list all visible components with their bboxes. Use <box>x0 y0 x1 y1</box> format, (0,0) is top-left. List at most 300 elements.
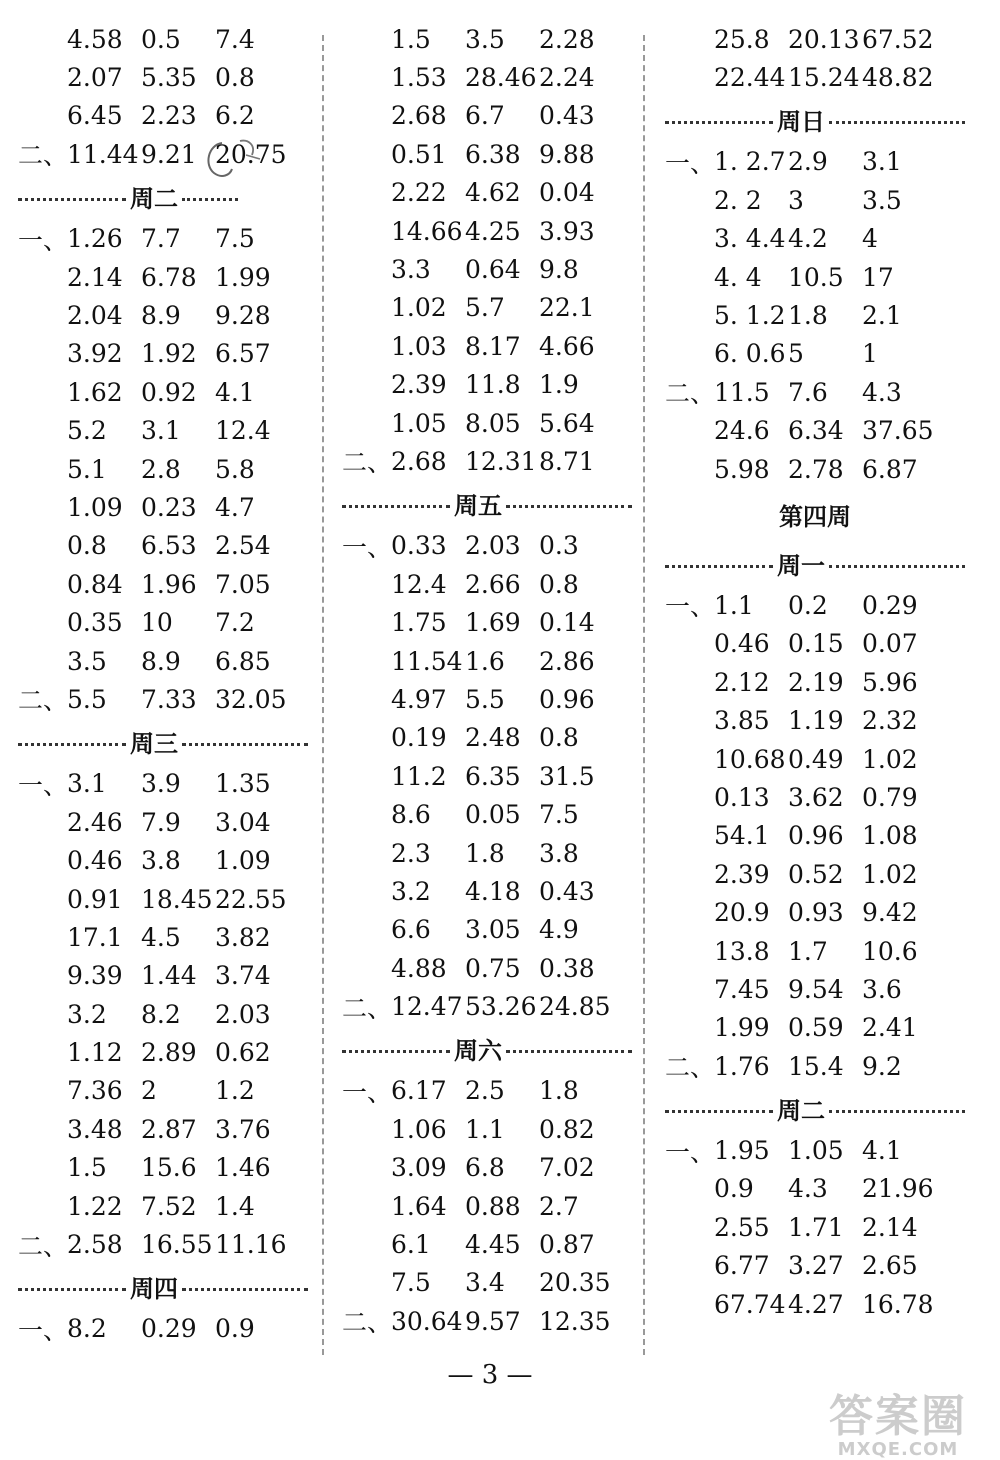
answer-value: 0.14 <box>539 608 595 638</box>
answer-row <box>18 258 308 296</box>
question-number: 一、 <box>665 1137 716 1167</box>
answer-value: 2.22 <box>391 178 447 208</box>
answer-group <box>18 765 308 1264</box>
watermark-domain: MXQE.COM <box>837 1439 959 1460</box>
answer-value: 11.2 <box>391 761 447 791</box>
answer-value: 3.5 <box>465 24 505 54</box>
answer-row <box>342 212 632 250</box>
answer-value: 0.82 <box>539 1114 595 1144</box>
answer-value: 11.16 <box>215 1230 287 1260</box>
answer-value: 1.76 <box>714 1051 770 1081</box>
answer-value: 1.05 <box>788 1136 844 1166</box>
answer-row <box>665 586 965 624</box>
answer-value: 7.2 <box>215 608 255 638</box>
answer-value: 1.4 <box>215 1191 255 1221</box>
answer-value: 6.35 <box>465 761 521 791</box>
answer-value: 4.45 <box>465 1230 521 1260</box>
answer-value: 8.6 <box>391 800 431 830</box>
answer-value: 6.77 <box>714 1251 770 1281</box>
answer-value: 11.54 <box>391 646 463 676</box>
answer-column-1 <box>18 20 308 1348</box>
answer-value: 3. 4.4 <box>714 224 786 254</box>
answer-value: 2.65 <box>862 1251 918 1281</box>
answer-value: 3.04 <box>215 807 271 837</box>
answer-value: 0.64 <box>465 255 521 285</box>
answer-value: 0.96 <box>539 684 595 714</box>
answer-value: 1.44 <box>141 961 197 991</box>
answer-value: 1.22 <box>67 1191 123 1221</box>
answer-value: 1.26 <box>67 224 123 254</box>
question-number: 二、 <box>665 1053 716 1083</box>
answer-value: 5.35 <box>141 63 197 93</box>
answer-value: 4.27 <box>788 1289 844 1319</box>
answer-value: 0.5 <box>141 24 181 54</box>
answer-value: 3.2 <box>391 876 431 906</box>
answer-row <box>665 701 965 739</box>
answer-value: 9.39 <box>67 961 123 991</box>
answer-value: 18.45 <box>141 884 213 914</box>
answer-row <box>18 880 308 918</box>
answer-value: 14.66 <box>391 216 463 246</box>
answer-value: 3.05 <box>465 915 521 945</box>
answer-value: 6.85 <box>215 646 271 676</box>
answer-group <box>665 1131 965 1323</box>
answer-value: 1.03 <box>391 331 447 361</box>
answer-value: 5. 1.2 <box>714 301 786 331</box>
answer-value: 7.05 <box>215 569 271 599</box>
answer-value: 0.3 <box>539 531 579 561</box>
answer-value: 2.14 <box>862 1212 918 1242</box>
answer-row <box>342 135 632 173</box>
answer-value: 1.02 <box>391 293 447 323</box>
answer-value: 3.1 <box>141 416 181 446</box>
answer-row <box>342 680 632 718</box>
answer-row <box>665 1247 965 1285</box>
answer-value: 3.1 <box>67 769 107 799</box>
answer-row <box>342 1110 632 1148</box>
section-header-thursday <box>18 1264 308 1310</box>
question-number: 二、 <box>665 379 716 409</box>
answer-value: 1.2 <box>215 1076 255 1106</box>
answer-row <box>18 450 308 488</box>
answer-value: 1.92 <box>141 339 197 369</box>
answer-value: 5.5 <box>67 684 107 714</box>
answer-value: 0.19 <box>391 723 447 753</box>
answer-value: 2.24 <box>539 63 595 93</box>
answer-value: 1.95 <box>714 1136 770 1166</box>
answer-value: 11.8 <box>465 370 521 400</box>
answer-value: 2.8 <box>141 454 181 484</box>
answer-value: 15.24 <box>788 63 860 93</box>
answer-row <box>342 834 632 872</box>
answer-value: 8.9 <box>141 301 181 331</box>
answer-row <box>342 327 632 365</box>
answer-group <box>665 20 965 97</box>
answer-row <box>665 20 965 58</box>
answer-value: 9.28 <box>215 301 271 331</box>
section-label: 周五 <box>454 492 502 521</box>
answer-row <box>342 442 632 480</box>
answer-row <box>665 893 965 931</box>
answer-value: 1.99 <box>215 262 271 292</box>
site-watermark <box>808 1391 988 1460</box>
answer-value: 20.75 <box>215 139 287 169</box>
answer-value: 9.88 <box>539 139 595 169</box>
answer-group <box>342 1072 632 1341</box>
answer-value: 0.79 <box>862 782 918 812</box>
answer-value: 2.39 <box>391 370 447 400</box>
answer-row <box>18 1033 308 1071</box>
answer-row <box>665 817 965 855</box>
answer-value: 22.44 <box>714 63 786 93</box>
question-number: 二、 <box>18 141 69 171</box>
answer-row <box>18 803 308 841</box>
answer-value: 24.85 <box>539 992 611 1022</box>
answer-value: 17.1 <box>67 922 123 952</box>
answer-value: 6.57 <box>215 339 271 369</box>
answer-value: 12.35 <box>539 1306 611 1336</box>
answer-value: 20.13 <box>788 24 860 54</box>
answer-value: 3.4 <box>465 1268 505 1298</box>
answer-row <box>342 1187 632 1225</box>
answer-value: 12.4 <box>391 569 447 599</box>
answer-row <box>342 1225 632 1263</box>
answer-row <box>665 181 965 219</box>
answer-value: 9.57 <box>465 1306 521 1336</box>
answer-value: 17 <box>862 262 894 292</box>
answer-value: 2.07 <box>67 63 123 93</box>
section-label: 周三 <box>130 730 178 759</box>
question-number: 二、 <box>342 448 393 478</box>
answer-value: 1.8 <box>539 1076 579 1106</box>
answer-group <box>18 1310 308 1348</box>
question-number: 一、 <box>342 1077 393 1107</box>
answer-row <box>18 918 308 956</box>
answer-value: 4.3 <box>862 377 902 407</box>
answer-value: 4 <box>862 224 878 254</box>
answer-row <box>18 488 308 526</box>
answer-value: 9.54 <box>788 974 844 1004</box>
answer-value: 6.87 <box>862 454 918 484</box>
answer-value: 53.26 <box>465 992 537 1022</box>
section-label: 周一 <box>777 551 825 580</box>
answer-value: 5.7 <box>465 293 505 323</box>
answer-value: 4.1 <box>215 377 255 407</box>
section-label: 周四 <box>130 1275 178 1304</box>
answer-value: 4.1 <box>862 1136 902 1166</box>
answer-value: 2.04 <box>67 301 123 331</box>
answer-row <box>18 1110 308 1148</box>
answer-value: 3.74 <box>215 961 271 991</box>
answer-row <box>665 296 965 334</box>
answer-value: 7.9 <box>141 807 181 837</box>
answer-value: 4.88 <box>391 953 447 983</box>
answer-value: 0.38 <box>539 953 595 983</box>
answer-value: 2.1 <box>862 301 902 331</box>
answer-value: 7.45 <box>714 974 770 1004</box>
answer-row <box>665 373 965 411</box>
answer-group <box>665 586 965 1085</box>
answer-value: 4.66 <box>539 331 595 361</box>
answer-value: 20.9 <box>714 898 770 928</box>
answer-value: 0.05 <box>465 800 521 830</box>
answer-row <box>342 642 632 680</box>
answer-value: 54.1 <box>714 821 770 851</box>
answer-value: 1.69 <box>465 608 521 638</box>
answer-value: 7.4 <box>215 24 255 54</box>
answer-value: 1.99 <box>714 1013 770 1043</box>
answer-value: 1.71 <box>788 1212 844 1242</box>
answer-value: 0.75 <box>465 953 521 983</box>
answer-value: 8.2 <box>67 1314 107 1344</box>
answer-value: 2.86 <box>539 646 595 676</box>
answer-value: 0.29 <box>141 1314 197 1344</box>
answer-row <box>18 1310 308 1348</box>
answer-value: 10.5 <box>788 262 844 292</box>
section-label: 周二 <box>777 1096 825 1125</box>
answer-row <box>342 20 632 58</box>
answer-row <box>342 1072 632 1110</box>
section-header-saturday <box>342 1026 632 1072</box>
answer-value: 20.35 <box>539 1268 611 1298</box>
question-number: 一、 <box>18 1315 69 1345</box>
answer-value: 0.13 <box>714 782 770 812</box>
answer-value: 1.09 <box>67 492 123 522</box>
answer-value: 1 <box>862 339 878 369</box>
answer-value: 6.2 <box>215 101 255 131</box>
answer-value: 7.52 <box>141 1191 197 1221</box>
answer-row <box>665 1285 965 1323</box>
answer-value: 4.25 <box>465 216 521 246</box>
answer-value: 1.46 <box>215 1153 271 1183</box>
answer-row <box>18 565 308 603</box>
answer-value: 2.23 <box>141 101 197 131</box>
answer-value: 4.7 <box>215 492 255 522</box>
answer-row <box>18 1149 308 1187</box>
answer-value: 0.96 <box>788 821 844 851</box>
answer-value: 8.2 <box>141 999 181 1029</box>
answer-value: 9.21 <box>141 139 197 169</box>
question-number: 二、 <box>342 1308 393 1338</box>
answer-value: 3.2 <box>67 999 107 1029</box>
answer-value: 67.52 <box>862 24 934 54</box>
answer-value: 6.78 <box>141 262 197 292</box>
answer-value: 0.52 <box>788 859 844 889</box>
answer-value: 5.98 <box>714 454 770 484</box>
answer-value: 3.85 <box>714 706 770 736</box>
answer-value: 5.2 <box>67 416 107 446</box>
answer-value: 1.12 <box>67 1038 123 1068</box>
answer-row <box>342 250 632 288</box>
answer-row <box>665 855 965 893</box>
answer-value: 0.92 <box>141 377 197 407</box>
section-label: 周日 <box>777 108 825 137</box>
answer-row <box>18 603 308 641</box>
answer-value: 6.53 <box>141 531 197 561</box>
answer-value: 6.34 <box>788 416 844 446</box>
answer-value: 22.55 <box>215 884 287 914</box>
answer-value: 1. 2.7 <box>714 147 786 177</box>
answer-value: 6.17 <box>391 1076 447 1106</box>
answer-value: 21.96 <box>862 1174 934 1204</box>
column-divider <box>322 35 324 1355</box>
answer-group <box>665 143 965 489</box>
answer-value: 0.46 <box>714 629 770 659</box>
answer-value: 1.02 <box>862 744 918 774</box>
answer-row <box>342 174 632 212</box>
answer-value: 2.68 <box>391 101 447 131</box>
answer-value: 0.29 <box>862 590 918 620</box>
answer-row <box>665 450 965 488</box>
answer-value: 2.12 <box>714 667 770 697</box>
answer-value: 0.93 <box>788 898 844 928</box>
answer-value: 8.71 <box>539 446 595 476</box>
answer-value: 8.05 <box>465 408 521 438</box>
answer-row <box>342 719 632 757</box>
answer-value: 9.2 <box>862 1051 902 1081</box>
answer-value: 4.97 <box>391 684 447 714</box>
answer-value: 2.03 <box>465 531 521 561</box>
section-header-friday <box>342 481 632 527</box>
question-number: 二、 <box>342 993 393 1023</box>
answer-value: 10.68 <box>714 744 786 774</box>
answer-value: 2.55 <box>714 1212 770 1242</box>
answer-row <box>665 1009 965 1047</box>
answer-row <box>18 841 308 879</box>
answer-row <box>18 765 308 803</box>
answer-value: 5.96 <box>862 667 918 697</box>
answer-row <box>18 373 308 411</box>
answer-value: 3.92 <box>67 339 123 369</box>
answer-value: 22.1 <box>539 293 595 323</box>
answer-row <box>665 1170 965 1208</box>
answer-row <box>665 663 965 701</box>
answer-value: 1.19 <box>788 706 844 736</box>
answer-value: 0.46 <box>67 846 123 876</box>
answer-value: 28.46 <box>465 63 537 93</box>
answer-value: 2. 2 <box>714 185 762 215</box>
answer-value: 5.8 <box>215 454 255 484</box>
answer-value: 3.93 <box>539 216 595 246</box>
answer-row <box>342 1149 632 1187</box>
answer-value: 8.17 <box>465 331 521 361</box>
answer-row <box>342 97 632 135</box>
answer-value: 1.08 <box>862 821 918 851</box>
answer-value: 3.6 <box>862 974 902 1004</box>
watermark-logo-text: 答案圈 <box>829 1391 967 1442</box>
answer-value: 16.55 <box>141 1230 213 1260</box>
answer-value: 10 <box>141 608 173 638</box>
answer-value: 11.5 <box>714 377 770 407</box>
answer-row <box>665 1208 965 1246</box>
answer-row <box>665 258 965 296</box>
section-label: 周二 <box>130 185 178 214</box>
answer-value: 37.65 <box>862 416 934 446</box>
answer-group <box>342 20 632 481</box>
answer-value: 3.09 <box>391 1153 447 1183</box>
question-number: 一、 <box>665 592 716 622</box>
answer-value: 0.84 <box>67 569 123 599</box>
answer-row <box>342 366 632 404</box>
answer-value: 5 <box>788 339 804 369</box>
answer-value: 48.82 <box>862 63 934 93</box>
answer-value: 3.27 <box>788 1251 844 1281</box>
answer-row <box>342 404 632 442</box>
answer-value: 1.9 <box>539 370 579 400</box>
answer-row <box>342 289 632 327</box>
answer-row <box>18 296 308 334</box>
answer-value: 10.6 <box>862 936 918 966</box>
answer-row <box>342 58 632 96</box>
answer-value: 7.33 <box>141 684 197 714</box>
answer-row <box>342 603 632 641</box>
answer-value: 12.47 <box>391 992 463 1022</box>
answer-value: 2.46 <box>67 807 123 837</box>
answer-value: 30.64 <box>391 1306 463 1336</box>
answer-value: 4.62 <box>465 178 521 208</box>
answer-value: 6. 0.6 <box>714 339 786 369</box>
answer-value: 1.53 <box>391 63 447 93</box>
answer-value: 3.5 <box>862 185 902 215</box>
answer-value: 3.76 <box>215 1114 271 1144</box>
answer-value: 31.5 <box>539 761 595 791</box>
answer-value: 12.4 <box>215 416 271 446</box>
question-number: 一、 <box>18 225 69 255</box>
answer-value: 1.8 <box>465 838 505 868</box>
answer-value: 7.5 <box>391 1268 431 1298</box>
answer-value: 1.1 <box>465 1114 505 1144</box>
answer-value: 0.43 <box>539 876 595 906</box>
answer-value: 2 <box>141 1076 157 1106</box>
answer-value: 4. 4 <box>714 262 762 292</box>
page-number: — 3 — <box>447 1360 533 1390</box>
answer-value: 24.6 <box>714 416 770 446</box>
answer-value: 0.87 <box>539 1230 595 1260</box>
section-header-monday <box>665 540 965 586</box>
answer-value: 0.04 <box>539 178 595 208</box>
answer-row <box>18 97 308 135</box>
answer-value: 2.7 <box>539 1191 579 1221</box>
answer-value: 2.9 <box>788 147 828 177</box>
answer-value: 2.87 <box>141 1114 197 1144</box>
answer-value: 0.8 <box>539 723 579 753</box>
answer-value: 0.2 <box>788 590 828 620</box>
answer-value: 15.4 <box>788 1051 844 1081</box>
answer-value: 1.62 <box>67 377 123 407</box>
answer-value: 2.3 <box>391 838 431 868</box>
answer-row <box>665 625 965 663</box>
answer-value: 1.75 <box>391 608 447 638</box>
answer-row <box>342 949 632 987</box>
answer-row <box>342 872 632 910</box>
answer-row <box>18 412 308 450</box>
answer-value: 0.07 <box>862 629 918 659</box>
answer-value: 3.1 <box>862 147 902 177</box>
answer-row <box>18 20 308 58</box>
answer-row <box>18 957 308 995</box>
answer-value: 2.32 <box>862 706 918 736</box>
answer-value: 13.8 <box>714 936 770 966</box>
answer-value: 0.62 <box>215 1038 271 1068</box>
answer-value: 0.8 <box>67 531 107 561</box>
answer-value: 2.54 <box>215 531 271 561</box>
section-header-tuesday-week4 <box>665 1085 965 1131</box>
answer-value: 6.1 <box>391 1230 431 1260</box>
section-label: 周六 <box>454 1037 502 1066</box>
answer-value: 3.8 <box>141 846 181 876</box>
answer-value: 1.8 <box>788 301 828 331</box>
answer-row <box>18 58 308 96</box>
